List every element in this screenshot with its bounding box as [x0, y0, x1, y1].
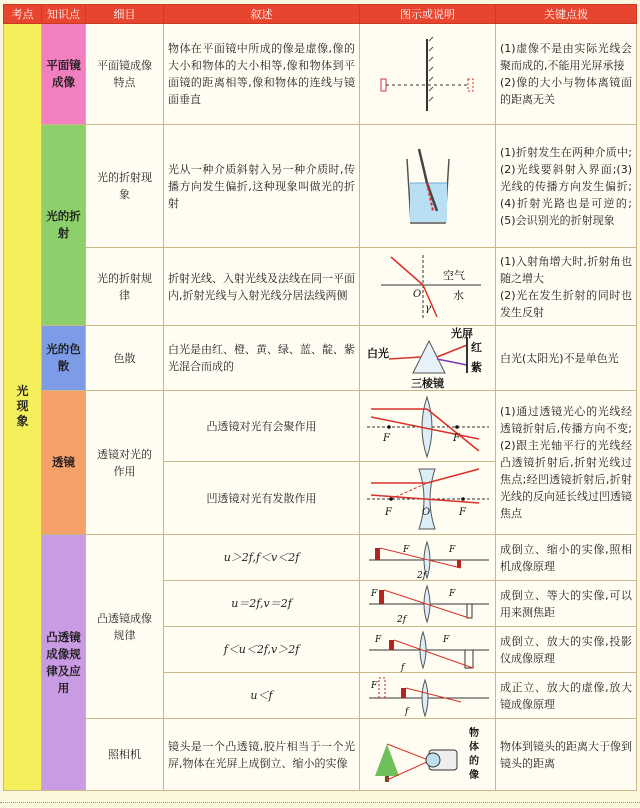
sub-cell: 光的折射现象: [86, 125, 164, 248]
focus-label: F: [402, 544, 409, 555]
kp-label: 凸透镜成像规律及应用: [46, 629, 81, 695]
air-label: 空气: [442, 268, 465, 282]
header-row: [4, 5, 637, 24]
table-row: [4, 24, 637, 125]
case-cond: u＞2f,f＜v＜2f: [164, 535, 360, 581]
refraction-glass-diagram: [360, 125, 496, 248]
case-cond: u＜f: [164, 673, 360, 719]
desc-cell: 镜头是一个凸透镜,胶片相当于一个光屏,物体在光屏上成倒立、缩小的实像: [164, 719, 360, 791]
knowledge-table: [3, 4, 637, 791]
header-zhishidian: 知识点: [42, 5, 86, 24]
header-xushu: 叙述: [164, 5, 360, 24]
key-cell: 成正立、放大的虚像,放大镜成像原理: [496, 673, 637, 719]
focus-right: F: [452, 433, 460, 444]
f-label: f: [400, 662, 404, 672]
prism-label: 三棱镜: [410, 377, 444, 389]
table-row: [4, 248, 637, 326]
desc-cell: 凸透镜对光有会聚作用: [164, 391, 360, 462]
violet-label: 紫: [470, 361, 482, 374]
key-cell: 成倒立、等大的实像,可以用来测焦距: [496, 581, 637, 627]
water-label: 水: [452, 288, 464, 302]
key-cell: 物体到镜头的距离大于像到镜头的距离: [496, 719, 637, 791]
key-cell: [496, 248, 637, 326]
focus-label: F: [370, 588, 377, 599]
key-cell: (1)折射发生在两种介质中;(2)光线要斜射入界面;(3)光线的传播方向发生偏折;(4)折射光路也是可逆的;(5)会识别光的折射现象: [496, 125, 637, 248]
key-cell: (1)通过透镜光心的光线经透镜折射后,传播方向不变;(2)跟主光轴平行的光线经凸透镜折射后,折射光线过焦点;经凹透镜折射后,折射光线的反向延长线过凹透镜焦点: [496, 391, 637, 535]
sub-cell: 光的折射规律: [86, 248, 164, 326]
focus-left: F: [382, 433, 390, 444]
red-label: 红: [470, 341, 482, 354]
header-guanjian: 关键点拨: [496, 5, 637, 24]
table-row: [4, 535, 637, 581]
case-cond: u＝2f,v＝2f: [164, 581, 360, 627]
image-label: 物体的像: [468, 727, 479, 781]
focus-label: F: [448, 544, 455, 555]
table-row: [4, 326, 637, 391]
desc-cell: 光从一种介质斜射入另一种介质时,传播方向发生偏折,这种现象叫做光的折射: [164, 125, 360, 248]
kp-cell: [42, 391, 86, 535]
optical-center: O: [421, 507, 430, 518]
imaging-diagram: [360, 535, 496, 581]
focus-label: F: [448, 588, 455, 599]
key-text: (1)虚像不是由实际光线会聚而成的,不能用光屏承接 (2)像的大小与物体离镜面的距离无关: [500, 42, 632, 106]
sub-cell: 照相机: [86, 719, 164, 791]
sub-cell: 色散: [86, 326, 164, 391]
f-label: f: [404, 706, 408, 717]
focus-label: F: [442, 634, 449, 645]
imaging-diagram: [360, 627, 496, 673]
case-cond: f＜u＜2f,v＞2f: [164, 627, 360, 673]
category-label: 光现象: [16, 384, 29, 428]
convex-lens-diagram: [360, 391, 496, 462]
sub-cell: 透镜对光的作用: [86, 391, 164, 535]
kp-label: 平面镜成像: [46, 58, 81, 89]
table-row: [4, 719, 637, 791]
focus-label: F: [370, 680, 377, 691]
key-text: (1)入射角增大时,折射角也随之增大 (2)光在发生折射的同时也发生反射: [500, 254, 632, 319]
twof-label: 2f: [396, 614, 406, 625]
concave-lens-diagram: [360, 462, 496, 535]
category-cell: [4, 24, 42, 791]
kp-label: 透镜: [52, 455, 75, 469]
kp-cell: [42, 326, 86, 391]
key-cell: 成倒立、放大的实像,投影仪成像原理: [496, 627, 637, 673]
header-tushi: 图示或说明: [360, 5, 496, 24]
key-cell: 白光(太阳光)不是单色光: [496, 326, 637, 391]
footer-divider: [0, 802, 640, 805]
kp-cell: [42, 535, 86, 791]
desc-cell: 物体在平面镜中所成的像是虚像,像的大小和物体的大小相等,像和物体到平面镜的距离相等,像和物体的连线与镜面垂直: [164, 24, 360, 125]
desc-cell: 凹透镜对光有发散作用: [164, 462, 360, 535]
kp-label: 光的色散: [46, 342, 81, 373]
gamma-label: γ: [424, 302, 431, 314]
imaging-diagram: [360, 673, 496, 719]
screen-label: 光屏: [450, 327, 473, 340]
focus-label: F: [374, 634, 381, 645]
key-cell: 成倒立、缩小的实像,照相机成像原理: [496, 535, 637, 581]
origin-label: O: [412, 288, 421, 300]
focus-left: F: [384, 507, 392, 518]
kp-cell: [42, 125, 86, 326]
header-kaodian: 考点: [4, 5, 42, 24]
sub-cell: 平面镜成像特点: [86, 24, 164, 125]
desc-cell: 折射光线、入射光线及法线在同一平面内,折射光线与入射光线分居法线两侧: [164, 248, 360, 326]
desc-cell: 白光是由红、橙、黄、绿、蓝、靛、紫光混合而成的: [164, 326, 360, 391]
refraction-law-diagram: [360, 248, 496, 326]
dispersion-diagram: [360, 326, 496, 391]
key-cell: [496, 24, 637, 125]
kp-label: 光的折射: [46, 209, 81, 240]
twof-label: 2f: [416, 570, 426, 580]
plane-mirror-diagram: [360, 24, 496, 125]
table-row: [4, 125, 637, 248]
header-ximu: 细目: [86, 5, 164, 24]
white-light-label: 白光: [366, 347, 389, 360]
sub-cell: 凸透镜成像规律: [86, 535, 164, 719]
camera-diagram: [360, 719, 496, 791]
table-row: [4, 391, 637, 462]
focus-right: F: [458, 507, 466, 518]
kp-cell: [42, 24, 86, 125]
imaging-diagram: [360, 581, 496, 627]
